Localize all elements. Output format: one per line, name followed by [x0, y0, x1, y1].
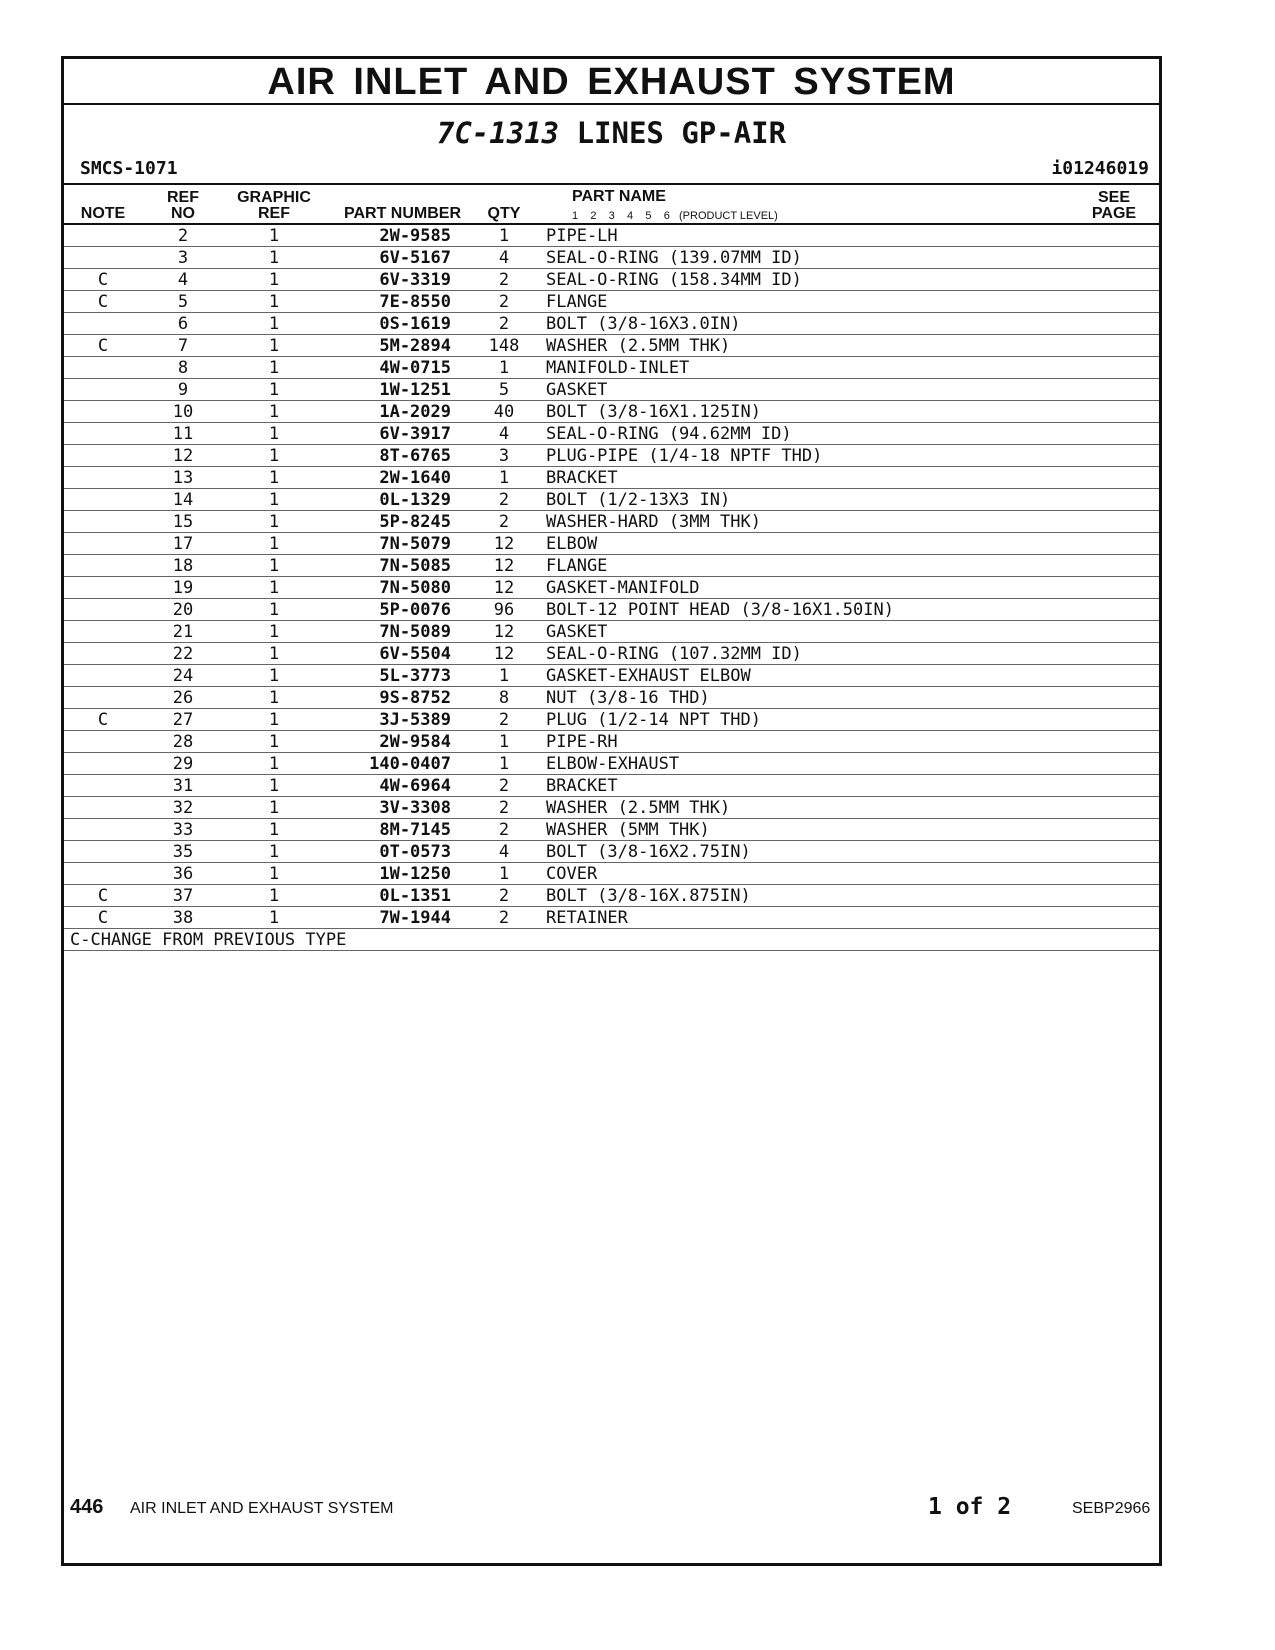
table-row [64, 423, 1159, 445]
qty-cell: 1 [498, 732, 510, 752]
graphic-ref-cell: 1 [268, 732, 280, 752]
graphic-ref-cell: 1 [268, 820, 280, 840]
part-name-cell: GASKET-EXHAUST ELBOW [546, 666, 751, 686]
table-row [64, 489, 1159, 511]
qty-cell: 12 [493, 534, 515, 554]
qty-cell: 4 [498, 248, 510, 268]
part-number-cell: 3V-3308 [379, 798, 451, 818]
part-name-cell: ELBOW-EXHAUST [546, 754, 680, 774]
qty-cell: 148 [488, 336, 520, 356]
ref-no-cell: 15 [172, 512, 194, 532]
part-name-cell: BOLT (3/8-16X1.125IN) [546, 402, 761, 422]
qty-cell: 4 [498, 842, 510, 862]
page-number: 446 [70, 1496, 104, 1518]
parts-page-frame [61, 56, 1162, 1566]
ref-no-cell: 20 [172, 600, 194, 620]
part-number-cell: 5M-2894 [379, 336, 451, 356]
graphic-ref-cell: 1 [268, 798, 280, 818]
ref-no-cell: 21 [172, 622, 194, 642]
ref-no-cell: 38 [172, 908, 194, 928]
qty-cell: 2 [498, 512, 510, 532]
ref-no-cell: 11 [172, 424, 194, 444]
graphic-ref-cell: 1 [268, 336, 280, 356]
graphic-ref-cell: 1 [268, 358, 280, 378]
footnote: C-CHANGE FROM PREVIOUS TYPE [70, 930, 347, 950]
table-row [64, 907, 1159, 929]
part-number-cell: 8T-6765 [379, 446, 451, 466]
table-row [64, 577, 1159, 599]
graphic-ref-cell: 1 [268, 512, 280, 532]
part-name-cell: SEAL-O-RING (94.62MM ID) [546, 424, 792, 444]
qty-cell: 1 [498, 864, 510, 884]
col-ref-line2: NO [171, 205, 195, 222]
part-name-cell: GASKET [546, 622, 608, 642]
part-number-cell: 3J-5389 [379, 710, 451, 730]
table-row [64, 467, 1159, 489]
qty-cell: 1 [498, 468, 510, 488]
graphic-ref-cell: 1 [268, 446, 280, 466]
table-row [64, 863, 1159, 885]
table-row [64, 753, 1159, 775]
col-graphic-ref [229, 190, 319, 222]
qty-cell: 40 [493, 402, 515, 422]
part-number-cell: 0L-1329 [379, 490, 451, 510]
ref-no-cell: 35 [172, 842, 194, 862]
table-row [64, 291, 1159, 313]
note-cell: C [97, 336, 109, 356]
ref-no-cell: 17 [172, 534, 194, 554]
col-gref-line1: GRAPHIC [237, 189, 311, 206]
part-name-cell: MANIFOLD-INLET [546, 358, 690, 378]
part-number-cell: 5L-3773 [379, 666, 451, 686]
note-cell: C [97, 292, 109, 312]
note-cell: C [97, 270, 109, 290]
table-row [64, 775, 1159, 797]
graphic-ref-cell: 1 [268, 424, 280, 444]
part-number-cell: 8M-7145 [379, 820, 451, 840]
smcs-row [64, 155, 1159, 185]
graphic-ref-cell: 1 [268, 402, 280, 422]
part-name-cell: PLUG (1/2-14 NPT THD) [546, 710, 761, 730]
group-title [64, 105, 1159, 155]
graphic-ref-cell: 1 [268, 490, 280, 510]
table-row [64, 225, 1159, 247]
qty-cell: 12 [493, 578, 515, 598]
table-row [64, 665, 1159, 687]
table-row [64, 445, 1159, 467]
part-name-cell: ELBOW [546, 534, 598, 554]
graphic-ref-cell: 1 [268, 226, 280, 246]
ref-no-cell: 33 [172, 820, 194, 840]
qty-cell: 2 [498, 886, 510, 906]
qty-cell: 96 [493, 600, 515, 620]
graphic-ref-cell: 1 [268, 380, 280, 400]
qty-cell: 2 [498, 820, 510, 840]
part-name-cell: WASHER (5MM THK) [546, 820, 710, 840]
ref-no-cell: 36 [172, 864, 194, 884]
part-name-cell: NUT (3/8-16 THD) [546, 688, 710, 708]
part-name-cell: WASHER (2.5MM THK) [546, 336, 731, 356]
col-ref-no [158, 190, 208, 222]
qty-cell: 1 [498, 226, 510, 246]
qty-cell: 12 [493, 622, 515, 642]
part-name-cell: PLUG-PIPE (1/4-18 NPTF THD) [546, 446, 823, 466]
graphic-ref-cell: 1 [268, 644, 280, 664]
part-name-cell: SEAL-O-RING (107.32MM ID) [546, 644, 802, 664]
table-row [64, 335, 1159, 357]
part-number-cell: 2W-1640 [379, 468, 451, 488]
ref-no-cell: 28 [172, 732, 194, 752]
part-number-cell: 4W-6964 [379, 776, 451, 796]
col-see-page [1089, 190, 1139, 222]
col-part-number: PART NUMBER [343, 205, 461, 222]
section-title: AIR INLET AND EXHAUST SYSTEM [64, 59, 1159, 105]
ref-no-cell: 19 [172, 578, 194, 598]
ref-no-cell: 24 [172, 666, 194, 686]
part-number-cell: 0S-1619 [379, 314, 451, 334]
ref-no-cell: 18 [172, 556, 194, 576]
part-name-cell: GASKET [546, 380, 608, 400]
ref-no-cell: 2 [177, 226, 189, 246]
qty-cell: 12 [493, 644, 515, 664]
ref-no-cell: 13 [172, 468, 194, 488]
part-number-cell: 1A-2029 [379, 402, 451, 422]
table-row [64, 533, 1159, 555]
ref-no-cell: 10 [172, 402, 194, 422]
col-qty: QTY [487, 205, 521, 222]
part-name-cell: BOLT (3/8-16X3.0IN) [546, 314, 741, 334]
table-row [64, 357, 1159, 379]
part-name-cell: SEAL-O-RING (139.07MM ID) [546, 248, 802, 268]
qty-cell: 2 [498, 292, 510, 312]
table-row [64, 247, 1159, 269]
col-see-line1: SEE [1097, 189, 1130, 206]
footer-section: AIR INLET AND EXHAUST SYSTEM [130, 1500, 394, 1517]
part-number-cell: 7N-5079 [379, 534, 451, 554]
graphic-ref-cell: 1 [268, 754, 280, 774]
graphic-ref-cell: 1 [268, 270, 280, 290]
part-name-cell: FLANGE [546, 292, 608, 312]
table-row [64, 797, 1159, 819]
part-name-cell: BOLT (1/2-13X3 IN) [546, 490, 731, 510]
part-number-cell: 6V-3917 [379, 424, 451, 444]
qty-cell: 2 [498, 908, 510, 928]
part-name-cell: RETAINER [546, 908, 628, 928]
ref-no-cell: 29 [172, 754, 194, 774]
ref-no-cell: 14 [172, 490, 194, 510]
ref-no-cell: 12 [172, 446, 194, 466]
table-row [64, 555, 1159, 577]
table-row [64, 313, 1159, 335]
graphic-ref-cell: 1 [268, 842, 280, 862]
part-name-cell: SEAL-O-RING (158.34MM ID) [546, 270, 802, 290]
qty-cell: 2 [498, 776, 510, 796]
part-number-cell: 7N-5080 [379, 578, 451, 598]
part-number-cell: 5P-0076 [379, 600, 451, 620]
part-number-cell: 5P-8245 [379, 512, 451, 532]
parts-table-body [64, 225, 1159, 929]
col-gref-line2: REF [258, 205, 290, 222]
qty-cell: 2 [498, 314, 510, 334]
table-row [64, 621, 1159, 643]
col-ref-line1: REF [167, 189, 199, 206]
qty-cell: 3 [498, 446, 510, 466]
qty-cell: 8 [498, 688, 510, 708]
part-name-cell: BRACKET [546, 776, 618, 796]
note-cell: C [97, 886, 109, 906]
part-name-cell: FLANGE [546, 556, 608, 576]
qty-cell: 1 [498, 358, 510, 378]
col-product-levels: 1 2 3 4 5 6 (PRODUCT LEVEL) [572, 210, 778, 222]
table-row [64, 731, 1159, 753]
table-row [64, 709, 1159, 731]
table-row [64, 511, 1159, 533]
part-name-cell: PIPE-LH [546, 226, 618, 246]
part-name-cell: BOLT (3/8-16X.875IN) [546, 886, 751, 906]
table-row [64, 819, 1159, 841]
qty-cell: 2 [498, 490, 510, 510]
table-row [64, 379, 1159, 401]
graphic-ref-cell: 1 [268, 864, 280, 884]
table-row [64, 643, 1159, 665]
part-number-cell: 7W-1944 [379, 908, 451, 928]
ref-no-cell: 27 [172, 710, 194, 730]
ref-no-cell: 6 [177, 314, 189, 334]
qty-cell: 12 [493, 556, 515, 576]
table-row [64, 687, 1159, 709]
ref-no-cell: 3 [177, 248, 189, 268]
part-name-cell: WASHER-HARD (3MM THK) [546, 512, 761, 532]
part-number-cell: 7N-5085 [379, 556, 451, 576]
col-part-name: PART NAME [572, 188, 666, 205]
graphic-ref-cell: 1 [268, 468, 280, 488]
ref-no-cell: 8 [177, 358, 189, 378]
part-name-cell: PIPE-RH [546, 732, 618, 752]
sheet-indicator: 1 of 2 [928, 1494, 1012, 1520]
page-footer [0, 1496, 1275, 1526]
part-number-cell: 6V-5167 [379, 248, 451, 268]
note-cell: C [97, 908, 109, 928]
ref-no-cell: 37 [172, 886, 194, 906]
graphic-ref-cell: 1 [268, 710, 280, 730]
graphic-ref-cell: 1 [268, 314, 280, 334]
part-name-cell: GASKET-MANIFOLD [546, 578, 700, 598]
ref-no-cell: 9 [177, 380, 189, 400]
graphic-ref-cell: 1 [268, 688, 280, 708]
ref-no-cell: 26 [172, 688, 194, 708]
part-number-cell: 2W-9585 [379, 226, 451, 246]
graphic-ref-cell: 1 [268, 578, 280, 598]
group-name: LINES GP-AIR [576, 116, 787, 150]
table-row [64, 599, 1159, 621]
qty-cell: 4 [498, 424, 510, 444]
ref-no-cell: 32 [172, 798, 194, 818]
ref-no-cell: 5 [177, 292, 189, 312]
qty-cell: 2 [498, 710, 510, 730]
part-number-cell: 6V-5504 [379, 644, 451, 664]
table-row [64, 841, 1159, 863]
part-name-cell: BOLT-12 POINT HEAD (3/8-16X1.50IN) [546, 600, 894, 620]
qty-cell: 2 [498, 798, 510, 818]
part-number-cell: 7E-8550 [379, 292, 451, 312]
graphic-ref-cell: 1 [268, 666, 280, 686]
document-id: SEBP2966 [1072, 1500, 1151, 1517]
graphic-ref-cell: 1 [268, 534, 280, 554]
part-number-cell: 1W-1251 [379, 380, 451, 400]
illustration-id: i01246019 [1051, 158, 1149, 179]
ref-no-cell: 7 [177, 336, 189, 356]
part-name-cell: COVER [546, 864, 598, 884]
table-row [64, 401, 1159, 423]
part-number-cell: 7N-5089 [379, 622, 451, 642]
part-name-cell: WASHER (2.5MM THK) [546, 798, 731, 818]
part-number-cell: 9S-8752 [379, 688, 451, 708]
part-name-cell: BRACKET [546, 468, 618, 488]
qty-cell: 5 [498, 380, 510, 400]
part-number-cell: 2W-9584 [379, 732, 451, 752]
part-number-cell: 4W-0715 [379, 358, 451, 378]
graphic-ref-cell: 1 [268, 292, 280, 312]
graphic-ref-cell: 1 [268, 556, 280, 576]
part-name-cell: BOLT (3/8-16X2.75IN) [546, 842, 751, 862]
ref-no-cell: 31 [172, 776, 194, 796]
model-number: 7C-1313 [436, 116, 560, 150]
part-number-cell: 0T-0573 [379, 842, 451, 862]
smcs-code: SMCS-1071 [80, 158, 178, 179]
qty-cell: 1 [498, 754, 510, 774]
qty-cell: 2 [498, 270, 510, 290]
graphic-ref-cell: 1 [268, 776, 280, 796]
graphic-ref-cell: 1 [268, 908, 280, 928]
graphic-ref-cell: 1 [268, 248, 280, 268]
qty-cell: 1 [498, 666, 510, 686]
ref-no-cell: 4 [177, 270, 189, 290]
ref-no-cell: 22 [172, 644, 194, 664]
table-row [64, 269, 1159, 291]
col-see-line2: PAGE [1091, 205, 1137, 222]
footnote-row [64, 929, 1159, 951]
part-number-cell: 0L-1351 [379, 886, 451, 906]
graphic-ref-cell: 1 [268, 886, 280, 906]
graphic-ref-cell: 1 [268, 622, 280, 642]
table-row [64, 885, 1159, 907]
note-cell: C [97, 710, 109, 730]
col-note: NOTE [80, 205, 126, 222]
part-number-cell: 1W-1250 [379, 864, 451, 884]
part-number-cell: 140-0407 [369, 754, 451, 774]
table-header [64, 185, 1159, 225]
part-number-cell: 6V-3319 [379, 270, 451, 290]
graphic-ref-cell: 1 [268, 600, 280, 620]
